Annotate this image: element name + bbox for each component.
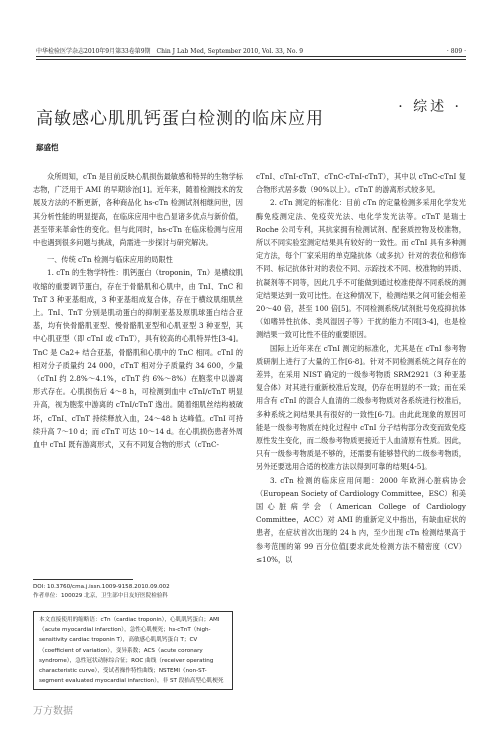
running-header xyxy=(36,44,466,55)
right-column xyxy=(256,170,466,566)
intro-paragraph: 众所周知，cTn 是目前反映心肌损伤最敏感和特异的生物学标志物，广泛用于 AMI 的早期诊治[1]。近年来，随着检测技术的发展及方法的不断更新，各种商品化 hs-cTn 检测试剂相继问世，因其分析性能的明显提高，在临床应用中也凸显诸多优点与新价值，甚至带来革命性的变化。但与此同时，hs-cTn 在临床检测与应用中也遇到很多问题与挑战，尚需进一步探讨与研究解决。 xyxy=(33,172,243,248)
footnote xyxy=(33,579,233,600)
section-label: · 综述 · xyxy=(398,99,462,115)
header-rule-thin xyxy=(36,59,466,60)
article-title: 高敏感心肌肌钙蛋白检测的临床应用 xyxy=(36,109,324,129)
doi-text: DOI: 10.3760/cma.j.issn.1009-9158.2010.09.002 xyxy=(33,584,170,590)
header-rule-thick xyxy=(36,56,466,57)
body-paragraph: cTnI、cTnI-cTnT、cTnC-cTnI-cTnT），其中以 cTnC-cTnI 复合物形式居多数（90%以上）。cTnT 的游离形式较多见。 xyxy=(256,172,466,195)
watermark: 万方数据 xyxy=(33,706,73,717)
section-heading: 一、传统 cTn 检测与临床应用的局限性 xyxy=(47,255,173,265)
affiliation-text: 作者单位：100029 北京，卫生部中日友好医院检验科 xyxy=(33,592,169,599)
body-paragraph: 3. cTn 检测的临床应用问题：2000 年欧洲心脏病协会（European Society of Cardiology Committee，ESC）和美国心脏病学会（American College of Cardiology Committee，ACC）对 AMI 的重新定义中指出，有缺血症状的患者，在症状首次出现的 24 h 内，至少出现 cTn 检测结果高于参考范围的第 99 百分位值[要求此处检测方法不精密度（CV）≤10%，以 xyxy=(256,475,466,564)
author-name: 鄢盛恺 xyxy=(36,143,59,152)
left-column xyxy=(33,170,243,451)
page-number: · 809 · xyxy=(446,48,466,55)
body-paragraph: 1. cTn 的生物学特性：肌钙蛋白（troponin，Tn）是横纹肌收缩的重要调节蛋白，存在于骨骼肌和心肌中，由 TnI、TnC 和 TnT 3 种亚基组成，3 种亚基组成复合体，存在于横纹肌细肌丝上。TnI、TnT 分别是肌动蛋白的抑制亚基及原肌球蛋白结合亚基，均有快骨骼肌亚型、慢骨骼肌亚型和心肌亚型 3 种亚型，其中心肌亚型（即 cTnI 或 cTnT），具有较高的心肌特异性[3-4]。TnC 是 Ca2+ 结合亚基，骨骼肌和心肌中的 TnC 相同。cTnI 的相对分子质量约 24 000，cTnT 相对分子质量约 34 600，少量（cTnI 约 2.8%～4.1%，cTnT 约 6%～8%）在胞浆中以游离形式存在。心肌损伤后 4～8 h，可检测到血中 cTnI/cTnT 明显升高，视为胞浆中游离的 cTnI/cTnT 逸出。随着细肌丝结构被破坏，cTnI、cTnT 持续释放入血，24～48 h 达峰值。cTnI 可持续升高 7～10 d；而 cTnT 可达 10～14 d。在心肌损伤患者外周血中 cTnI 既有游离形式，又有不同复合物的形式（cTnC- xyxy=(33,268,243,450)
body-paragraph: 2. cTn 测定的标准化：目前 cTn 的定量检测多采用化学发光酶免疫测定法、免疫荧光法、电化学发光法等。cTnT 是瑞士 Roche 公司专利，其抗家拥有检测试剂、配套质控物及校准物，所以不同实验室测定结果具有较好的一致性。而 cTnI 具有多种测定方法，每个厂家采用的单克隆抗体（或多抗）针对的表位和修饰不同、标记抗体针对的表位不同、示踪技术不同、校准物的异质、抗凝剂等不同等，因此几乎不可能做到通过校准使得不同系统的测定结果达到一致可比性。在这种情况下，检测结果之间可能会相差 20～40 倍，甚至 100 倍[5]。不同检测系统/试剂批号免疫抑抗体（如嗜异性抗体、类风湿因子等）干扰的能力不同[3-4]，也是检测结果一致可比性不佳的重要原因。 xyxy=(256,198,466,340)
footnote-rule xyxy=(33,579,133,580)
journal-citation: 中华检验医学杂志2010年9月第33卷第9期 Chin J Lab Med, September 2010, Vol. 33, No. 9 xyxy=(36,48,304,55)
body-paragraph: 国际上近年来在 cTnI 测定的标准化，尤其是在 cTnI 参考物质研制上进行了大量的工作[6-8]。针对不同检测系统之间存在的差异，在采用 NIST 确定的一级参考物质 SRM2921（3 种亚基复合体）对其进行重新校准后发现，仍存在明显的不一致；而在采用含有 cTnI 的混合人血清的二级参考物质对各系统进行校准后，多种系统之间结果具有很好的一致性[6-7]。由此此现象的原因可能是一级参考物质在纯化过程中 cTnI 分子结构部分改变而致免疫原性发生变化，而二级参考物质更接近于人血清原有性质。因此，只有一级参考物质是不够的，还需要有能够替代的二级参考物质，另外还要选用合适的校准方法以得到可靠的结果[4-5]。 xyxy=(256,343,466,472)
abbreviations-box: 本文直接使用的缩略语：cTn（cardiac troponin），心肌肌钙蛋白；AMI（acute myocardial infarction），急性心肌梗死；hs-cTnT（high-sensitivity cardiac troponin T），高敏感心肌肌钙蛋白 T；CV（coefficient of variation），变异系数；ACS（acute coronary syndrome），急性冠状动脉综合征；ROC 曲线（receiver operating characteristic curve），受试者操作特性曲线；NSTEMI（non-ST-segment evaluated myocardial infarction），非 ST 段抬高型心肌梗死 xyxy=(33,611,233,690)
